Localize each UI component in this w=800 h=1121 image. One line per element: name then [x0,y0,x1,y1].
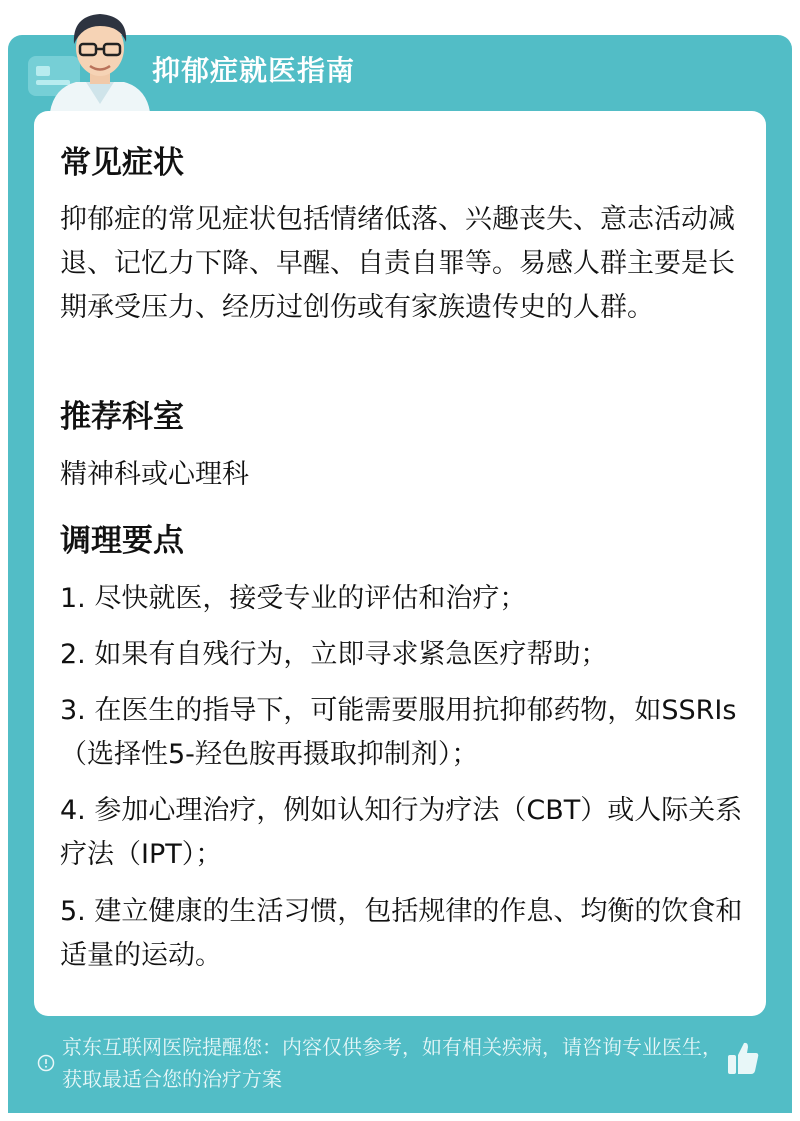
list-item: 2. 如果有自残行为，立即寻求紧急医疗帮助； [60,639,608,670]
list-item: 1. 尽快就医，接受专业的评估和治疗； [60,583,527,614]
list-item: 4. 参加心理治疗，例如认知行为疗法（CBT）或人际关系疗法（IPT）； [60,795,743,870]
department-text: 精神科或心理科 [60,459,249,490]
page-title: 抑郁症就医指南 [152,54,356,87]
thumbs-up-icon[interactable] [726,1040,760,1076]
symptoms-text: 抑郁症的常见症状包括情绪低落、兴趣丧失、意志活动减退、记忆力下降、早醒、自责自罪等。易感人群主要是长期承受压力、经历过创伤或有家族遗传史的人群。 [60,204,735,323]
section-title-symptoms: 常见症状 [60,145,184,181]
footer-notice: 京东互联网医院提醒您：内容仅供参考，如有相关疾病，请咨询专业医生，获取最适合您的治疗方案 [62,1035,722,1091]
doctor-avatar-icon [46,4,154,112]
section-title-care: 调理要点 [60,523,184,559]
section-title-department: 推荐科室 [60,399,184,435]
info-circle-icon [37,1054,55,1072]
content-panel [34,111,766,1016]
list-item: 3. 在医生的指导下，可能需要服用抗抑郁药物，如SSRIs（选择性5-羟色胺再摄取抑制剂）； [60,695,737,770]
list-item: 5. 建立健康的生活习惯，包括规律的作息、均衡的饮食和适量的运动。 [60,896,743,971]
